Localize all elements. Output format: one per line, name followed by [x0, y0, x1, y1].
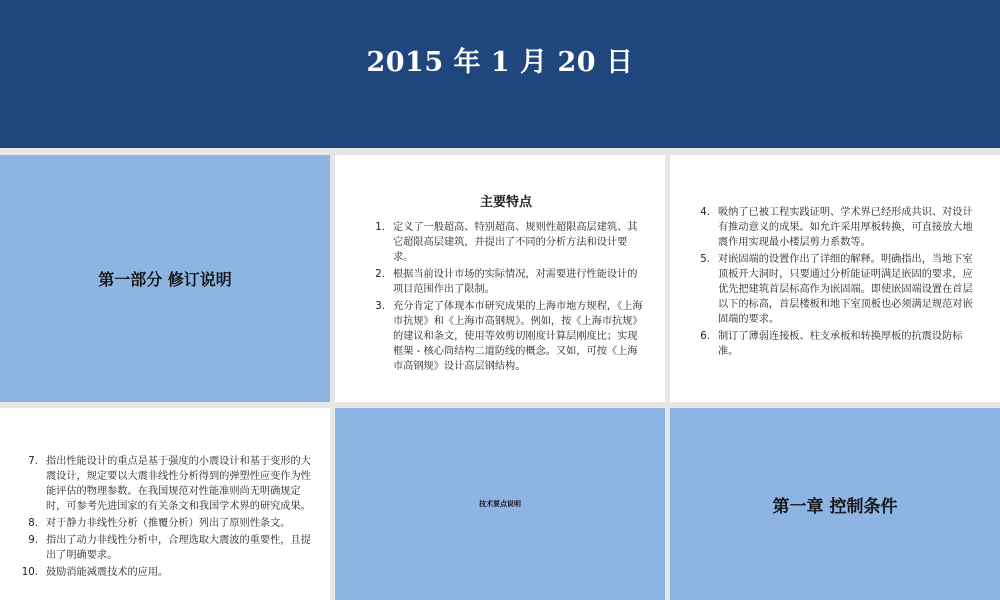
- tech-points-title: 技术要点说明: [479, 500, 521, 508]
- date-title: 2015 年 1 月 20 日: [366, 46, 634, 78]
- list-item: 6. 制订了薄弱连接板、柱支承板和转换厚板的抗震设防标准。: [700, 331, 963, 357]
- card-tech-points[interactable]: [335, 408, 665, 600]
- list-item: 7. 指出性能设计的重点是基于强度的小震设计和基于变形的大震设计，规定要以大震非线性分析得到的弹塑性应变作为性能评估的物理参数。在我国规范对性能准则尚无明确规定时，可参考先进国家的有关条文和我国学术界的研究成果。: [28, 456, 311, 512]
- features-continued-list: [690, 205, 980, 359]
- list-item: 10. 鼓励消能减震技术的应用。: [21, 567, 169, 578]
- card-features-continued[interactable]: [670, 155, 1000, 402]
- list-item: 2. 根据当前设计市场的实际情况，对需要进行性能设计的项目范围作出了限制。: [375, 269, 638, 295]
- card-part-one[interactable]: [0, 155, 330, 402]
- list-item: 8. 对于静力非线性分析（推覆分析）列出了原则性条文。: [28, 518, 291, 529]
- performance-list: [18, 454, 318, 580]
- list-item: 4. 吸纳了已被工程实践证明、学术界已经形成共识、对设计有推动意义的成果。如允许采用厚板转换，可直接放大地震作用实现最小楼层剪力系数等。: [700, 207, 973, 248]
- header-banner: [0, 0, 1000, 148]
- chapter-one-title: 第一章 控制条件: [772, 496, 898, 517]
- main-features-heading: 主要特点: [479, 195, 532, 210]
- list-item: 1. 定义了一般超高、特别超高、规则性超限高层建筑、其它超限高层建筑，并提出了不同的分析方法和设计要求。: [375, 222, 638, 263]
- card-chapter-one[interactable]: [670, 408, 1000, 600]
- list-item: 5. 对嵌固端的设置作出了详细的解释。明确指出，当地下室顶板开大洞时，只要通过分析能证明满足嵌固的要求，应优先把建筑首层标高作为嵌固端。即使嵌固端设置在首层以下的标高，首层楼板和地下室顶板也必须满足规范对嵌固端的要求。: [700, 254, 973, 325]
- list-item: 9. 指出了动力非线性分析中，合理选取大震波的重要性，且提出了明确要求。: [28, 535, 311, 561]
- part-one-title: 第一部分 修订说明: [98, 270, 232, 289]
- list-item: 3. 充分肯定了体现本市研究成果的上海市地方规程，《上海市抗规》和《上海市高钢规》。例如，按《上海市抗规》的建议和条文，使用等效剪切刚度计算层刚度比；实现框架 - 核心筒结构二道防线的概念。又如，可按《上海市高钢规》设计高层钢结构。: [375, 301, 643, 372]
- card-main-features[interactable]: [335, 155, 665, 402]
- card-performance-design[interactable]: [0, 408, 330, 600]
- main-features-list: [365, 220, 647, 374]
